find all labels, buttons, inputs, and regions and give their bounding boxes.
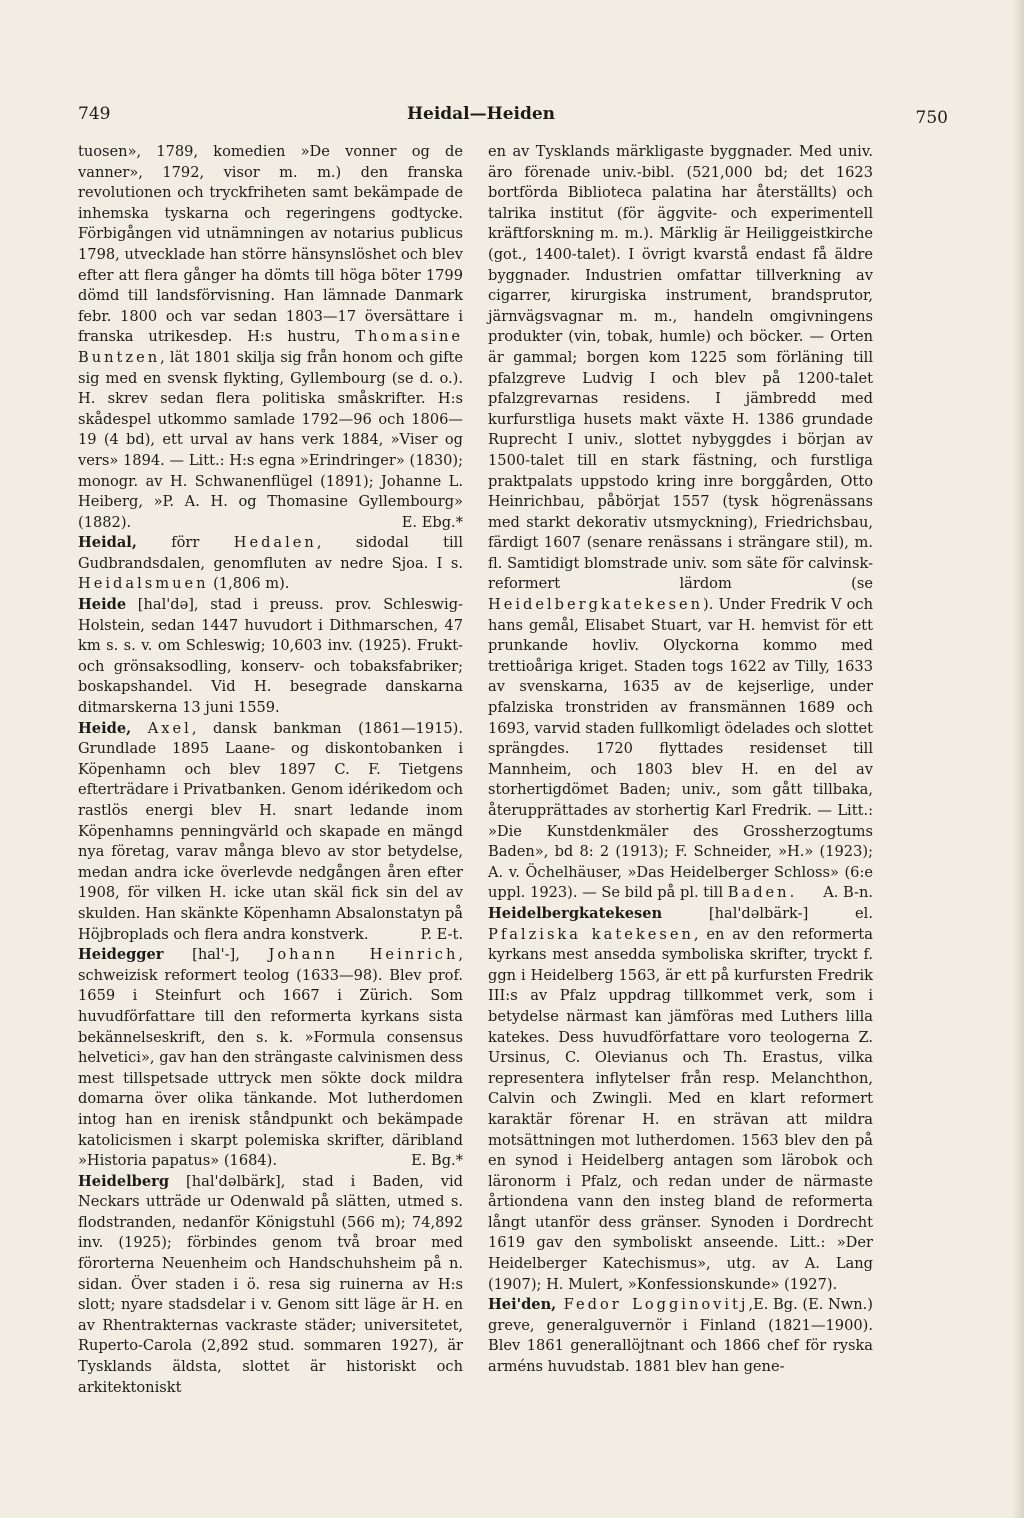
signature: E. Ebg.* (401, 513, 463, 531)
running-head: Heidal—Heiden (406, 104, 556, 124)
signature: A. B-n. (823, 884, 873, 902)
entry-heiden: Hei'den, Fedor Logginovitj, greve, generalguvernör i Finland (1821—1900). Blev 1861 generallöjtnant och 1866 chef för ryska arméns huvudstab. 1881 blev han gene- (488, 1296, 873, 1376)
headword: Hei'den, (488, 1296, 557, 1314)
headword: Heide (78, 596, 127, 614)
signature: E. Bg.* (411, 1152, 463, 1170)
left-column (78, 142, 463, 1398)
page-number-right: 750 (915, 108, 948, 128)
entry-heide-axel: Heide, Axel, dansk bankman (1861—1915). Grundlade 1895 Laane- og diskontobanken i Köpenhamn och blev 1897 C. F. Tietgens efterträdare i Privatbanken. Genom idérikedom och rastlös energi blev H. snart ledande inom Köpenhamns penningvärld och skapade en mängd nya företag, varav många blevo av stor betydelse, medan andra icke överlevde nedgången åren efter 1908, för vilken H. icke utan skäl fick sin del av skulden. Han skänkte Köpenhamn Absalonstatyn på Höjbroplads och flera andra konstverk. P. E-t. (78, 719, 463, 946)
page-number-left: 749 (78, 104, 111, 124)
headword: Heidelberg (78, 1172, 170, 1190)
entry-heidelberg: Heidelberg [hal'dəlbärk], stad i Baden, vid Neckars utträde ur Odenwald på slätten, utmed s. flodstranden, nedanför Königstuhl (566 m); 74,892 inv. (1925); förbindes genom två broar med förorterna Neuenheim och Handschuhsheim på n. sidan. Över staden i ö. resa sig ruinerna av H:s slott; nyare stadsdelar i v. Genom sitt läge är H. en av Rhentrakternas vackraste städer; universitetet, Ruperto-Carola (2,892 stud. sommaren 1927), är Tysklands äldsta, slottet är historiskt och arkitektoniskt (78, 1172, 463, 1396)
entry-continuation: tuosen», 1789, komedien »De vonner og de vanner», 1792, visor m. m.) den franska revolutionen och tryckfriheten samt bekämpade de inhemska tyskarna och regeringens godtycke. Förbigången vid utnämningen av notarius publicus 1798, utvecklade han större hänsynslöshet och blev efter att flera gånger ha dömts till höga böter 1799 dömd till landsförvisning. Han lämnade Danmark febr. 1800 och var sedan 1803—17 översättare i franska utrikesdep. H:s hustru, Thomasine Buntzen, lät 1801 skilja sig från honom och gifte sig med en svensk flykting, Gyllembourg (se d. o.). H. skrev sedan flera politiska småskrifter. H:s skådespel utkommo samlade 1792—96 och 1806—19 (4 bd), ett urval av hans verk 1884, »Viser og vers» 1894. — Litt.: H:s egna »Erindringer» (1830); monogr. av H. Schwanenflügel (1891); Johanne L. Heiberg, »P. A. H. og Thomasine Gyllembourg» (1882). E. Ebg.* (78, 142, 463, 533)
entry-heidelbergkatekesen: Heidelbergkatekesen [hal'dəlbärk-] el. Pfalziska katekesen, en av den reformerta kyrkans mest ansedda symboliska skrifter, tryckt f. ggn i Heidelberg 1563, är ett på kurfursten Fredrik III:s av Pfalz uppdrag tillkommet verk, som i betydelse närmast kan jämföras med Luthers lilla katekes. Dess huvudförfattare voro teologerna Z. Ursinus, C. Olevianus och Th. Erastus, vilka representera inflytelser från resp. Melanchthon, Calvin och Zwingli. Med en klart reformert karaktär förenar H. en strävan att mildra motsättningen mot lutherdomen. 1563 blev den på en synod i Heidelberg antagen som lärobok och läronorm i Pfalz, och redan under de närmaste årtiondena vann den insteg bland de reformerta långt utanför dess gränser. Synoden i Dordrecht 1619 gav den symboliskt anseende. Litt.: »Der Heidelberger Katechismus», utg. av A. Lang (1907); H. Mulert, »Konfessionskunde» (1927). E. Bg. (E. Nwn.) (488, 904, 873, 1295)
headword: Heide, (78, 719, 132, 737)
signature: E. Bg. (E. Nwn.) (753, 1296, 873, 1314)
headword: Heidelbergkatekesen (488, 904, 663, 922)
entry-heidegger: Heidegger [hal'-], Johann Heinrich, schweizisk reformert teolog (1633—98). Blev prof. 1659 i Steinfurt och 1667 i Zürich. Som huvudförfattare till den reformerta kyrkans sista bekännelseskrift, den s. k. »Formula consensus helvetici», gav han den strängaste calvinismen dess mest tillspetsade uttryck men sökte dock mildra domarna över olika tänkande. Mot lutherdomen intog han en irenisk ståndpunkt och bekämpade katolicismen i skarpt polemiska skrifter, däribland »Historia papatus» (1684). E. Bg.* (78, 945, 463, 1172)
entry-heidelberg-continued: en av Tysklands märkligaste byggnader. Med univ. äro förenade univ.-bibl. (521,000 bd; det 1623 bortförda Biblioteca palatina har återställts) och talrika institut (för äggvite- och experimentell kräftforskning m. m.). Märklig är Heiliggeistkirche (got., 1400-talet). I övrigt kvarstå endast få äldre byggnader. Industrien omfattar tillverkning av cigarrer, kirurgiska instrument, brandsprutor, järnvägsvagnar m. m., handeln omgivningens produkter (vin, tobak, humle) och böcker. — Orten är gammal; borgen kom 1225 som förläning till pfalzgreve Ludvig I och blev på 1200-talet pfalzgrevarnas residens. I jämbredd med kurfurstliga husets makt växte H. 1386 grundade Ruprecht I univ., slottet nybyggdes i början av 1500-talet till en stark fästning, och furstliga praktpalats uppstodo kring inre borggården, Otto Heinrichbau, påbörjat 1557 (tysk högrenässans med starkt dekorativ utsmyckning), Friedrichsbau, färdigt 1607 (senare renässans i strängare stil), m. fl. Samtidigt blomstrade univ. som säte för calvinsk-reformert lärdom (se Heidelbergkatekesen). Under Fredrik V och hans gemål, Elisabet Stuart, var H. hemvist för ett prunkande hovliv. Olyckorna kommo med trettioåriga kriget. Staden togs 1622 av Tilly, 1633 av svenskarna, 1635 av de kejserlige, under pfalziska tronstriden av fransmännen 1689 och 1693, varvid staden fullkomligt ödelades och slottet sprängdes. 1720 flyttades residenset till Mannheim, och 1803 blev H. en del av storhertigdömet Baden; univ., som gått tillbaka, återupprättades av storhertig Karl Fredrik. — Litt.: »Die Kunstdenkmäler des Grossherzogtums Baden», bd 8: 2 (1913); F. Schneider, »H.» (1923); A. v. Öchelhäuser, »Das Heidelberger Schloss» (6:e uppl. 1923). — Se bild på pl. till Baden. A. B-n. (488, 142, 873, 904)
headword: Heidegger (78, 946, 164, 964)
right-column (488, 142, 873, 1378)
entry-heide-town: Heide [hal'də], stad i preuss. prov. Schleswig-Holstein, sedan 1447 huvudort i Dithmarschen, 47 km s. s. v. om Schleswig; 10,603 inv. (1925). Frukt- och grönsaksodling, konserv- och tobaksfabriker; boskapshandel. Vid H. besegrade danskarna ditmarskerna 13 juni 1559. (78, 596, 463, 717)
signature: P. E-t. (420, 925, 463, 943)
headword: Heidal, (78, 534, 137, 552)
page-header (78, 104, 948, 130)
entry-heidal: Heidal, förr Hedalen, sidodal till Gudbrandsdalen, genomfluten av nedre Sjoa. I s. Heidalsmuen (1,806 m). (78, 534, 463, 593)
page-edge-shadow (1012, 0, 1024, 1518)
